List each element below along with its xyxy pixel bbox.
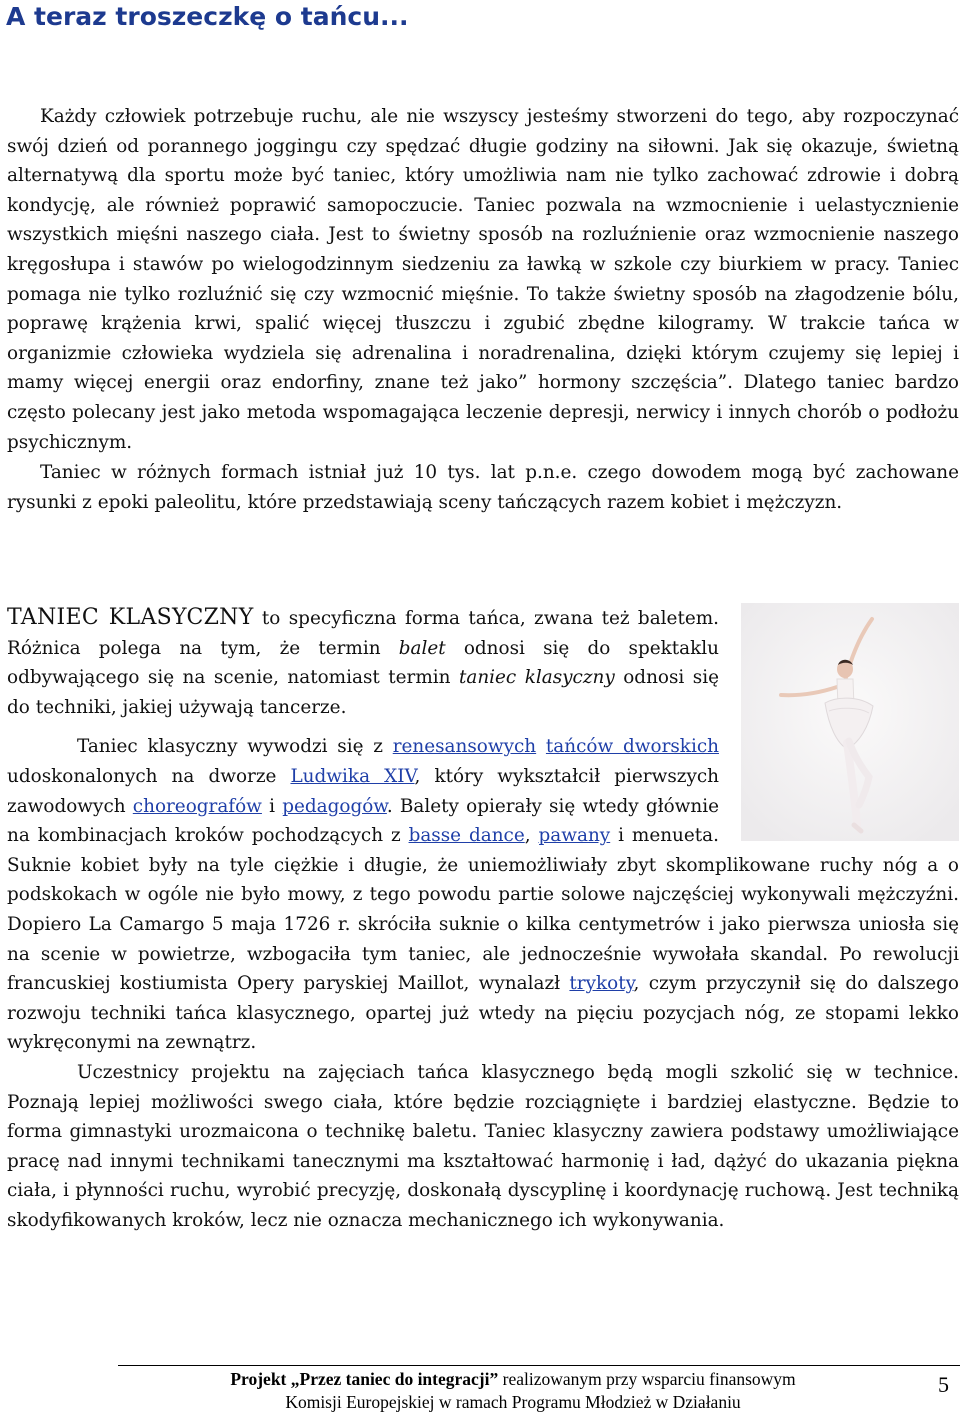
ballerina-figure: [741, 603, 959, 841]
ballerina-photo: [741, 603, 959, 841]
text-run: odnosi się do spektaklu odbywającego się na scenie, natomiast termin: [7, 637, 719, 689]
link-choreografow[interactable]: choreografów: [132, 795, 262, 817]
link-ludwika-xiv[interactable]: Ludwika XIV: [290, 765, 415, 787]
link-tancow-dworskich[interactable]: tańców dworskich: [545, 736, 719, 758]
link-pawany[interactable]: pawany: [538, 825, 611, 847]
text-run: to specyficzna forma tańca, zwana też baletem. Różnica polega na tym, że termin: [7, 608, 719, 659]
classical-dance-section: [7, 603, 959, 1235]
term-taniec-klasyczny: taniec klasyczny: [458, 667, 615, 689]
link-renesansowych[interactable]: renesansowych: [392, 736, 537, 758]
page-number: 5: [938, 1372, 949, 1397]
footer-project-name: Projekt „Przez taniec do integracji”: [230, 1369, 499, 1389]
text-run: i: [261, 795, 283, 817]
text-run: ,: [524, 825, 539, 847]
text-run: i menueta. Suknie kobiet były na tyle ciężkie i długie, że uniemożliwiały zbyt skomplikowane ruchy nóg a o podskokach w ogóle nie było mowy, z tego powodu partie solowe najczęściej wykonywali mężczyźni. Dopiero La Camargo 5 maja 1726 r. skróciła suknie o kilka centymetrów i jako pierwsza uniosła się na scenie w powietrze, wzbogaciła tym taniec, ale jednocześnie wywołała skandal. Po rewolucji francuskiej kostiumista Opery paryskiej Maillot, wynalazł: [7, 825, 959, 995]
classical-paragraph-3: Uczestnicy projektu na zajęciach tańca klasycznego będą mogli szkolić się w technice. Poznają lepiej możliwości swego ciała, które będzie rozciągnięte i bardziej elastyczne. Będzie to forma gimnastyki urozmaicona o technikę baletu. Taniec klasyczny zawiera podstawy umożliwiające pracę nad innymi technikami tanecznymi ma kształtować harmonię i ład, dążyć do ukazania piękna ciała, i płynności ruchu, wyrobić precyzję, doskonałą dyscyplinę i koordynację ruchową. Jest techniką skodyfikowanych kroków, lecz nie oznacza mechanicznego ich wykonywania.: [7, 1061, 959, 1231]
intro-paragraph-1: Każdy człowiek potrzebuje ruchu, ale nie wszyscy jesteśmy stworzeni do tego, aby rozpoczynać swój dzień od porannego joggingu czy spędzać długie godziny na siłowni. Jak się okazuje, świetną alternatywą dla sportu może być taniec, który umożliwia nam nie tylko zachować zdrowie i dobrą kondycję, ale również poprawić samopoczucie. Taniec pozwala na wzmocnienie i uelastycznienie wszystkich mięśni naszego ciała. Jest to świetny sposób na rozluźnienie oraz wzmocnienie naszego kręgosłupa i stawów po wielogodzinnym siedzeniu za ławką w szkole czy biurkiem w pracy. Taniec pomaga nie tylko rozluźnić się czy wzmocnić mięśnie. To także świetny sposób na złagodzenie bólu, poprawę krążenia krwi, spalić więcej tłuszczu i zgubić zbędne kilogramy. W trakcie tańca w organizmie człowieka wydziela się adrenalina i noradrenalina, dzięki którym czujemy się lepiej i mamy więcej energii oraz endorfiny, znane też jako” hormony szczęścia”. Dlatego taniec bardzo często polecany jest jako metoda wspomagająca leczenie depresji, nerwicy i innych chorób o podłożu psychicznym.: [7, 106, 959, 453]
text-run: , czym przyczynił się do dalszego rozwoju techniki tańca klasycznego, opartej już wtedy na pięciu pozycjach nóg, ze stopami lekko wykręconymi na zewnątrz.: [7, 973, 959, 1054]
footer-line-2: Komisji Europejskiej w ramach Programu Młodzież w Działaniu: [285, 1392, 741, 1412]
link-trykoty[interactable]: trykoty: [569, 973, 634, 995]
link-pedagogow[interactable]: pedagogów: [282, 795, 387, 817]
text-run: , który wykształcił pierwszych zawodowych: [7, 765, 719, 817]
text-run: . Balety opierały się wtedy głównie na kombinacjach kroków pochodzących z: [7, 795, 720, 847]
footer: [118, 1368, 908, 1414]
text-run: Taniec klasyczny wywodzi się z: [77, 736, 393, 758]
term-balet: balet: [398, 637, 446, 659]
footer-divider: [118, 1365, 960, 1366]
intro-paragraph-2: Taniec w różnych formach istniał już 10 tys. lat p.n.e. czego dowodem mogą być zachowane rysunki z epoki paleolitu, które przedstawiają sceny tańczących razem kobiet i mężczyzn.: [7, 462, 959, 513]
text-run: odnosi się do techniki, jakiej używają tancerze.: [7, 667, 719, 718]
section-heading: TANIEC KLASYCZNY: [7, 605, 254, 630]
footer-line-1-rest: realizowanym przy wsparciu finansowym: [498, 1369, 796, 1389]
intro-section: [7, 102, 959, 517]
footer-line-1: [118, 1368, 908, 1391]
page-title: A teraz troszeczkę o tańcu...: [6, 2, 409, 31]
text-run: udoskonalonych na dworze: [7, 765, 291, 787]
link-basse-dance[interactable]: basse dance: [408, 825, 525, 847]
